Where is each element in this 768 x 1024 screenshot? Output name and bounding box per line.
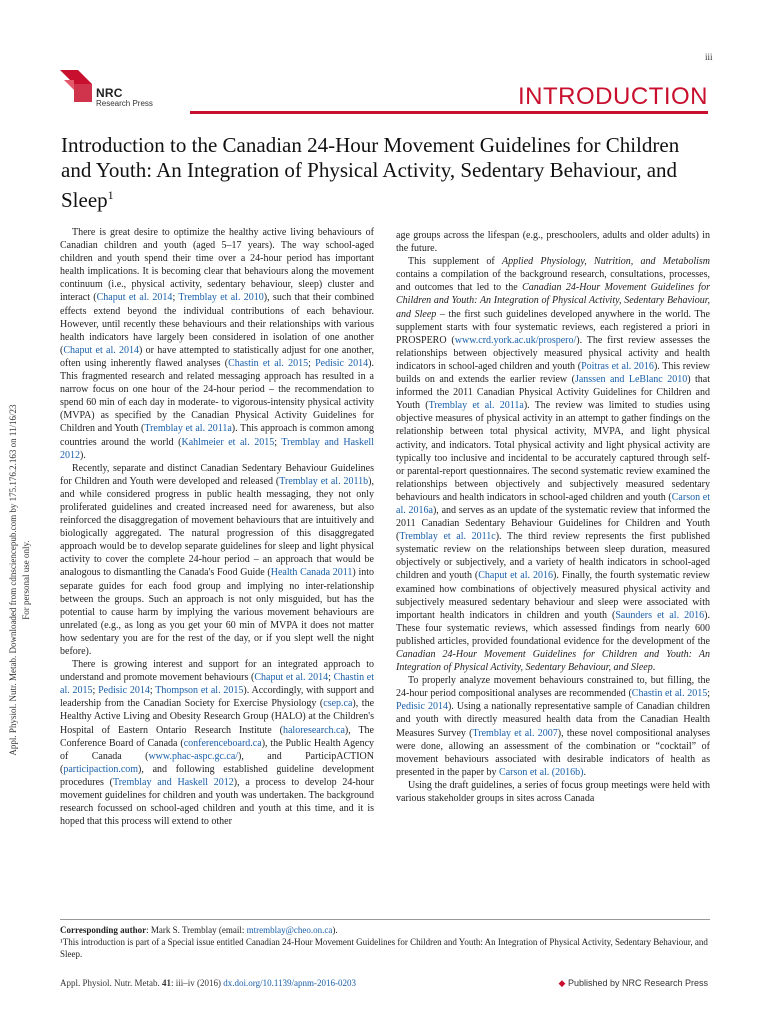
citation-link[interactable]: Carson et al. (2016b) [499,766,584,778]
web-link[interactable]: csep.ca [323,698,353,710]
corresponding-label: Corresponding author [60,925,147,935]
text: ), and serves as an update of the systematic review that informed the 2011 Canadian Sedentary Behaviour Guidelines for Children and Youth ( [396,504,711,543]
text: ), the Healthy Active Living and Obesity Research Group (HALO) at the Children's Hospital of Eastern Ontario Research Institute ( [60,698,375,736]
text: . [652,662,656,674]
citation-link[interactable]: Tremblay et al. 2011a [144,423,232,435]
paragraph [396,674,710,779]
citation-link[interactable]: Chaput et al. 2014 [254,672,329,684]
text: . [583,766,586,778]
citation-link[interactable]: Tremblay et al. 2011b [279,475,369,487]
journal-name: Applied Physiology, Nutrition, and Metabolism [502,256,710,268]
title-text: Introduction to the Canadian 24-Hour Movement Guidelines for Children and Youth: An Integration of Physical Activity, Sedentary Behaviour, and Sleep [61,133,680,212]
paragraph: age groups across the lifespan (e.g., preschoolers, adults and older adults) in the future. [396,230,710,255]
page-number: iii [705,52,713,62]
web-link[interactable]: www.crd.york.ac.uk/prospero/ [454,334,577,346]
email-link[interactable]: mtremblay@cheo.on.ca [246,925,333,935]
citation-link[interactable]: Pedisic 2014 [396,701,448,713]
article-title [61,133,711,213]
citation-link[interactable]: Health Canada 2011 [270,567,353,579]
text: ; [92,685,99,697]
citation-link[interactable]: Chastin et al. 2015 [228,357,309,369]
text: ), and while considered progress in public health messaging, they not only proliferated guidelines and created increased need for awareness, but also reinforced the disaggregation of movement behaviours that are intuitively and biologically aggregated. The natural progression of this disaggregated approach would be to develop separate guidelines for sleep and light physical activity to cover the complete 24-hour period – an approach that would be analogous to dismantling the Canada's Food Guide ( [60,475,374,579]
citation-link[interactable]: Chaput et al. 2014 [63,344,140,356]
left-column [60,226,374,828]
text: ; [149,685,156,697]
citation-link[interactable]: Tremblay and Haskell 2012 [60,436,374,461]
text: ). This fragmented research and related messaging approach has resulted in a narrow focus on one hour of the 24-hour period – the recommendation to spend 60 min of each day in moderate- to vigorous-intensity physical activity (MVPA) as specified by the Canadian Physical Activity Guidelines for Children and Youth ( [60,357,374,435]
text: ). The first review assesses the relationships between objectively measured physical activity and health indicators in school-aged children and youth ( [396,334,710,372]
web-link[interactable]: www.phac-aspc.gc.ca/ [148,750,239,762]
citation-link[interactable]: Pedisic 2014 [98,685,150,697]
citation-link[interactable]: Thompson et al. 2015 [155,685,244,697]
corresponding-author [60,925,720,937]
text: ), and following established guideline development procedures ( [60,763,374,788]
citation-link[interactable]: Poitras et al. 2016 [581,360,654,372]
text: – the first such guidelines developed anywhere in the world. The supplement starts with four systematic reviews, each registered a priori in PROSPERO ( [396,308,710,346]
text: ), the Public Health Agency of Canada ( [60,737,375,762]
text: ), these novel compositional analyses were done, allowing an assessment of the combination or “cocktail” of movement behaviours associated with desirable indicators of health as presented in the paper by [396,727,710,778]
publisher-name: NRC [96,86,123,100]
title-footnote-marker: 1 [107,188,114,202]
text: ), such that their combined effects extend beyond the individual contributions of each behaviour. However, until recently these behaviours and their relationships with various health indicators have largely been considered in isolation of one another ( [60,292,374,356]
text: contains a compilation of the background research, consultations, processes, and outcomes that led to the [396,269,710,294]
web-link[interactable]: haloresearch.ca [282,724,345,736]
citation-link[interactable]: Tremblay et al. 2011c [399,531,496,543]
text: ; [274,436,282,448]
footnote: ¹This introduction is part of a Special issue entitled Canadian 24-Hour Movement Guidelines for Children and Youth: An Integration of Physical Activity, Sedentary Behaviour, and Sleep. [60,937,708,959]
text: ). The review was limited to studies using objective measures of physical activity in an attempt to gather findings on the relationship between total physical activity, MVPA, and light physical activity, and indicators. Total physical activity and light physical activity are typically too inclusive and incidental to be accurately captured through self- or parental-report questionnaires. The second systematic review examined the relationships between objectively and subjectively measured sedentary behaviours and health indicators in school-aged children and youth ( [396,400,710,503]
footnote-separator [60,919,710,920]
citation-link[interactable]: Chastin et al. 2015 [60,672,375,697]
volume: 41 [162,978,172,988]
web-link[interactable]: conferenceboard.ca [183,737,262,749]
published-by: Published by NRC Research Press [567,978,708,988]
text: ), a process to develop 24-hour movement guidelines for children and youth was undertaken. The background research focussed on school-aged children and youth at this time, and it is hoped that this process will extend to other [60,776,374,828]
side-download-note [7,195,33,965]
pages: : iii–iv (2016) [171,978,224,988]
paragraph: Using the draft guidelines, a series of focus group meetings were held with various stakeholder groups in sites across Canada [396,779,710,805]
text: ). Using a nationally representative sample of Canadian children and youth with directly measured health data from the Canadian Health Measures Survey ( [396,701,710,739]
guideline-title: Canadian 24-Hour Movement Guidelines for Children and Youth: An Integration of Physical Activity, Sedentary Behaviour, and Sleep [396,649,710,674]
right-column [396,229,710,805]
citation-link[interactable]: Janssen and LeBlanc 2010 [574,374,688,386]
web-link[interactable]: participaction.com [63,763,139,775]
side-note-line-1: Appl. Physiol. Nutr. Metab. Downloaded from cdnsciencepub.com by 175.176.2.163 on 11/16/23 [8,404,18,756]
text: To properly analyze movement behaviours constrained to, but filling, the 24-hour period compositional analyses are recommended ( [396,675,710,700]
citation-link[interactable]: Tremblay and Haskell 2012 [112,776,234,788]
citation-link[interactable]: Carson et al. 2016a [396,491,710,516]
citation-link[interactable]: Tremblay et al. 2010 [178,292,264,304]
journal-footer [60,978,356,988]
text: ). This approach is common among countries around the world ( [60,423,374,448]
text: ). The third review represents the first published systematic review on the relationships between sleep duration, measured objectively or subjectively, and a variety of health indicators in school-aged children and youth ( [396,531,710,582]
text: Recently, separate and distinct Canadian Sedentary Behaviour Guidelines for Children and Youth were developed and released ( [60,462,374,487]
corresponding-text: : Mark S. Tremblay (email: [146,925,247,935]
citation-link[interactable]: Kahlmeier et al. 2015 [181,436,275,448]
paragraph [396,255,710,674]
journal-abbrev: Appl. Physiol. Nutr. Metab. [60,978,160,988]
text: ). This review builds on and extends the earlier review ( [396,360,710,386]
citation-link[interactable]: Chaput et al. 2016 [478,570,554,582]
text: ). [332,925,338,935]
citation-link[interactable]: Saunders et al. 2016 [615,609,705,621]
text: ; [308,357,316,369]
guideline-title: Canadian 24-Hour Movement Guidelines for Children and Youth: An Integration of Physical Activity, Sedentary Behaviour, and Sleep [396,282,710,320]
nrc-bullet-icon: ◆ [558,978,566,988]
side-note-line-2: For personal use only. [21,540,31,620]
text: ), The Conference Board of Canada ( [60,724,374,749]
nrc-logo [60,66,180,116]
citation-link[interactable]: Pedisic 2014 [315,357,369,369]
text: ; [707,688,711,700]
text: There is growing interest and support for an integrated approach to understand and promote movement behaviours ( [60,659,374,684]
paragraph [60,462,374,658]
text: ; [328,672,334,684]
text: ) or have attempted to statistically adjust for one another, often using inherently flawed analyses ( [60,344,374,369]
doi-link[interactable]: dx.doi.org/10.1139/apnm-2016-0203 [223,978,357,988]
citation-link[interactable]: Tremblay et al. 2007 [472,727,558,739]
text: ; [172,292,179,304]
text: ). [80,449,86,461]
paragraph [60,658,374,828]
publisher-footer [559,978,709,989]
text: ) into separate guides for each food group and implying no inter-relationship between the groups. Such an approach is not only misguided, but has the potential to cause harm by implying the various movement behaviours are unrelated (e.g., as long as you get your 60 min of MVPA it does not matter how sedentary you are for the rest of the day, or if you slept well the night before). [60,567,374,657]
section-label: INTRODUCTION [518,83,708,110]
citation-link[interactable]: Chaput et al. 2014 [96,292,173,304]
publisher-subname: Research Press [96,99,153,108]
nrc-logo-mark-icon [60,66,96,104]
text: This supplement of [408,256,503,268]
text: ). These four systematic reviews, which assessed findings from nearly 600 published articles, provided foundational evidence for the development of the [396,609,710,647]
text: ) that informed the 2011 Canadian Physical Activity Guidelines for Children and Youth ( [396,374,710,412]
citation-link[interactable]: Chastin et al. 2015 [631,688,708,700]
header-rule [190,111,708,114]
text: ), and ParticipACTION ( [60,750,374,775]
text: ). Finally, the fourth systematic review examined how combinations of objectively measured physical activity and subjectively measured sedentary behaviour and sleep were associated with important health indicators in children and youth ( [396,570,710,621]
paragraph [60,226,374,462]
text: There is great desire to optimize the healthy active living behaviours of Canadian children and youth (aged 5–17 years). The way school-aged children and youth spend their time over a 24-hour period has important health implications. It is becoming clear that behaviours along the movement continuum (i.e., physical activity, sedentary behaviour, sleep) cluster and interact ( [60,227,374,304]
citation-link[interactable]: Tremblay et al. 2011a [428,400,524,412]
text: ). Accordingly, with support and leadership from the Canadian Society for Exercise Physiology ( [60,685,374,710]
